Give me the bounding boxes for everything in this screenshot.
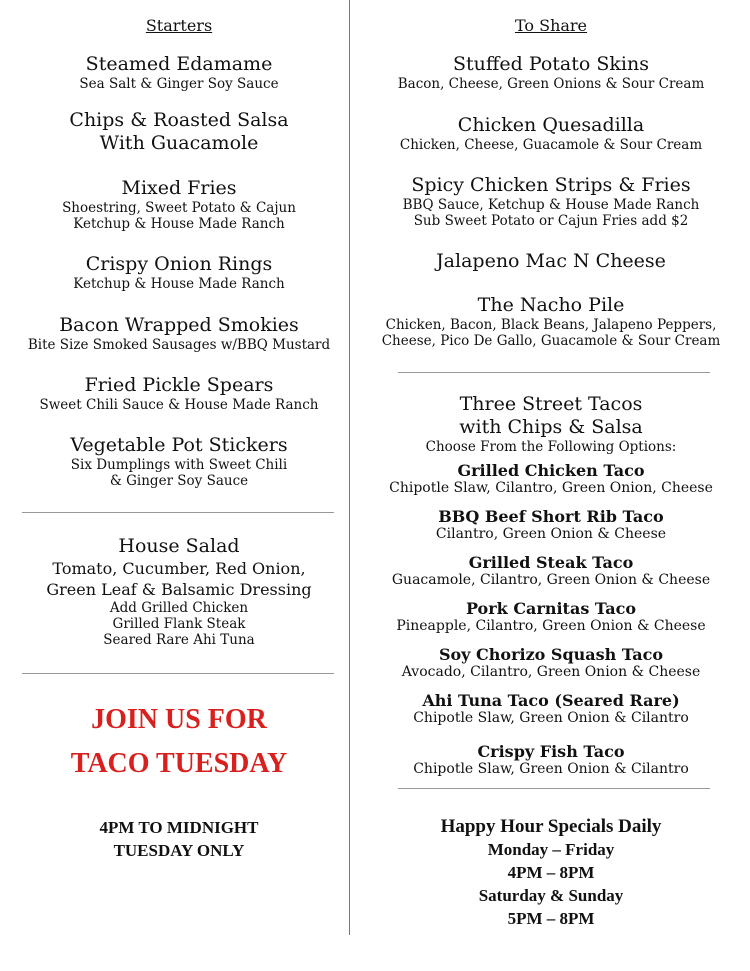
item-name-line2: With Guacamole — [99, 132, 259, 154]
item-desc: Sweet Chili Sauce & House Made Ranch — [39, 397, 319, 413]
item-name: Bacon Wrapped Smokies — [59, 314, 299, 336]
happy-hour-line: 4PM – 8PM — [507, 863, 595, 882]
tacos-title: with Chips & Salsa — [459, 416, 643, 438]
item-name: Steamed Edamame — [85, 53, 273, 75]
taco-name: Ahi Tuna Taco (Seared Rare) — [422, 691, 680, 710]
happy-hour-title: Happy Hour Specials Daily — [440, 816, 662, 837]
taco-option — [352, 508, 750, 543]
item-name: Fried Pickle Spears — [84, 374, 274, 396]
item-desc: Sub Sweet Potato or Cajun Fries add $2 — [413, 213, 689, 229]
to-share-heading: To Share — [514, 16, 588, 35]
starters-heading: Starters — [145, 16, 213, 35]
salad-addon: Grilled Flank Steak — [112, 616, 246, 632]
taco-desc: Pineapple, Cilantro, Green Onion & Cheese — [396, 618, 706, 634]
menu-item — [0, 434, 358, 489]
menu-item — [0, 314, 358, 353]
promo-line: TACO TUESDAY — [70, 748, 288, 779]
section-divider — [22, 673, 334, 674]
hours-line: TUESDAY ONLY — [113, 841, 245, 860]
item-desc: Tomato, Cucumber, Red Onion, — [52, 559, 306, 578]
menu-item — [352, 174, 750, 229]
house-salad — [0, 535, 358, 648]
taco-option — [352, 646, 750, 681]
taco-desc: Avocado, Cilantro, Green Onion & Cheese — [401, 664, 701, 680]
taco-name: Soy Chorizo Squash Taco — [438, 645, 664, 664]
section-divider — [398, 788, 710, 789]
item-desc: Chicken, Cheese, Guacamole & Sour Cream — [399, 137, 703, 153]
taco-desc: Chipotle Slaw, Green Onion & Cilantro — [413, 710, 689, 726]
to-share-column — [352, 0, 750, 971]
item-name: Spicy Chicken Strips & Fries — [411, 174, 691, 196]
menu-item — [352, 114, 750, 153]
taco-option — [352, 462, 750, 497]
item-desc: Ketchup & House Made Ranch — [73, 276, 285, 292]
taco-name: Crispy Fish Taco — [477, 742, 625, 761]
menu-item — [352, 53, 750, 92]
menu-item — [0, 177, 358, 232]
taco-tuesday-promo — [0, 698, 358, 786]
happy-hour-line: Saturday & Sunday — [478, 886, 624, 905]
taco-desc: Chipotle Slaw, Green Onion & Cilantro — [413, 761, 689, 777]
item-name: Jalapeno Mac N Cheese — [436, 250, 666, 272]
item-desc: Shoestring, Sweet Potato & Cajun — [62, 200, 296, 216]
section-divider — [398, 372, 710, 373]
taco-name: Grilled Steak Taco — [468, 553, 634, 572]
happy-hour-line: 5PM – 8PM — [507, 909, 595, 928]
promo-line: JOIN US FOR — [91, 704, 267, 735]
item-desc: BBQ Sauce, Ketchup & House Made Ranch — [402, 197, 700, 213]
item-desc: & Ginger Soy Sauce — [109, 473, 249, 489]
menu-item — [0, 109, 358, 155]
item-name: Mixed Fries — [121, 177, 237, 199]
menu-item — [352, 294, 750, 349]
item-desc: Bacon, Cheese, Green Onions & Sour Cream — [397, 76, 705, 92]
salad-addon: Add Grilled Chicken — [109, 600, 249, 616]
happy-hour-line: Monday – Friday — [487, 840, 615, 859]
item-desc: Green Leaf & Balsamic Dressing — [46, 580, 312, 599]
item-name: The Nacho Pile — [477, 294, 625, 316]
hours-line: 4PM TO MIDNIGHT — [99, 818, 259, 837]
item-desc: Ketchup & House Made Ranch — [73, 216, 285, 232]
street-tacos — [352, 393, 750, 455]
menu-item — [0, 374, 358, 413]
taco-desc: Guacamole, Cilantro, Green Onion & Cheese — [391, 572, 711, 588]
section-divider — [22, 512, 334, 513]
item-name: Vegetable Pot Stickers — [70, 434, 288, 456]
item-desc: Bite Size Smoked Sausages w/BBQ Mustard — [27, 337, 331, 353]
menu-item — [0, 53, 358, 92]
menu-item — [352, 250, 750, 273]
taco-option — [352, 554, 750, 589]
salad-addon: Seared Rare Ahi Tuna — [103, 632, 255, 648]
item-name: House Salad — [118, 535, 240, 557]
taco-option — [352, 743, 750, 778]
starters-column — [0, 0, 358, 971]
item-name: Chicken Quesadilla — [457, 114, 645, 136]
menu-item — [0, 253, 358, 292]
happy-hour — [352, 815, 750, 930]
item-desc: Cheese, Pico De Gallo, Guacamole & Sour Cream — [381, 333, 721, 349]
tacos-title: Three Street Tacos — [459, 393, 643, 415]
item-name: Stuffed Potato Skins — [453, 53, 649, 75]
taco-tuesday-hours — [0, 816, 358, 862]
taco-name: Pork Carnitas Taco — [465, 599, 637, 618]
tacos-subtitle: Choose From the Following Options: — [425, 439, 677, 455]
item-name: Crispy Onion Rings — [85, 253, 273, 275]
taco-name: BBQ Beef Short Rib Taco — [438, 507, 664, 526]
taco-name: Grilled Chicken Taco — [457, 461, 645, 480]
item-desc: Six Dumplings with Sweet Chili — [70, 457, 288, 473]
taco-option — [352, 692, 750, 727]
taco-option — [352, 600, 750, 635]
taco-desc: Cilantro, Green Onion & Cheese — [435, 526, 667, 542]
item-name: Chips & Roasted Salsa — [69, 109, 289, 131]
taco-desc: Chipotle Slaw, Cilantro, Green Onion, Cheese — [389, 480, 713, 496]
item-desc: Sea Salt & Ginger Soy Sauce — [79, 76, 279, 92]
item-desc: Chicken, Bacon, Black Beans, Jalapeno Peppers, — [385, 317, 717, 333]
